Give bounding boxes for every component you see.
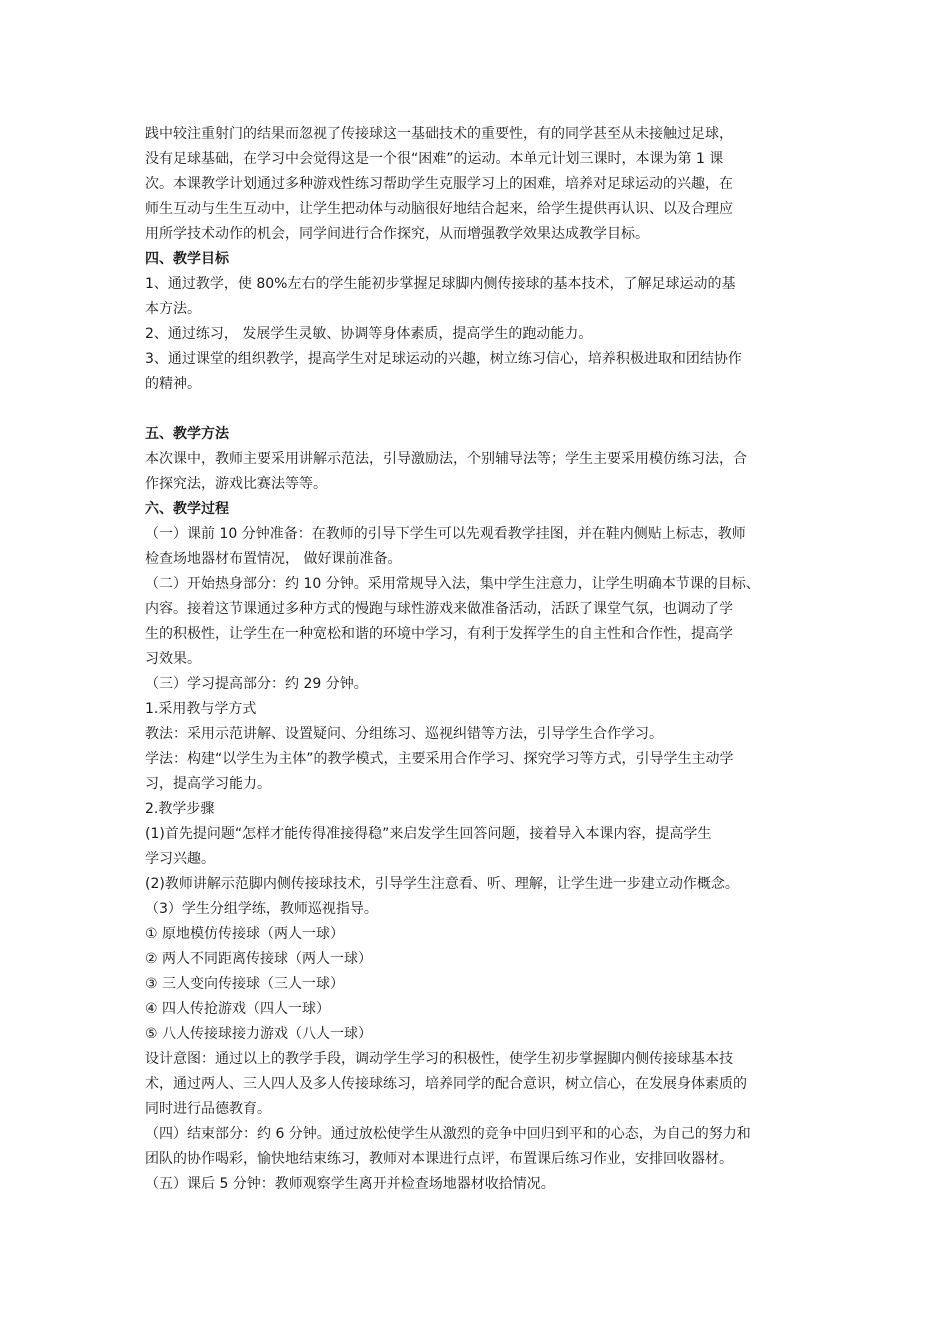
text-line: （二）开始热身部分：约 10 分钟。采用常规导入法，集中学生注意力，让学生明确本节课的目标、	[145, 576, 760, 592]
text-line: （3）学生分组学练，教师巡视指导。	[145, 901, 378, 917]
text-line: 1、通过教学，使 80%左右的学生能初步掌握足球脚内侧传接球的基本技术，了解足球运动的基	[145, 276, 736, 292]
text-line: 1.采用教与学方式	[145, 701, 257, 717]
text-line: 2.教学步骤	[145, 801, 215, 817]
text-line: (2)教师讲解示范脚内侧传接球技术，引导学生注意看、听、理解，让学生进一步建立动作概念。	[145, 876, 739, 892]
text-line: (1)首先提问题“怎样才能传得准接得稳”来启发学生回答问题，接着导入本课内容，提高学生	[145, 826, 712, 842]
text-line: （四）结束部分：约 6 分钟。通过放松使学生从激烈的竞争中回归到平和的心态，为自己的努力和	[145, 1126, 751, 1142]
section-heading: 五、教学方法	[145, 426, 229, 442]
text-line: 本次课中，教师主要采用讲解示范法，引导激励法，个别辅导法等；学生主要采用模仿练习法，合	[145, 451, 747, 467]
text-line: 团队的协作喝彩，愉快地结束练习，教师对本课进行点评，布置课后练习作业，安排回收器材。	[145, 1151, 733, 1167]
text-line: 习，提高学习能力。	[145, 776, 271, 792]
text-line: 习效果。	[145, 651, 201, 667]
text-line: 检查场地器材布置情况， 做好课前准备。	[145, 551, 402, 567]
text-line: 教法：采用示范讲解、设置疑问、分组练习、巡视纠错等方法，引导学生合作学习。	[145, 726, 663, 742]
text-line: ⑤ 八人传接球接力游戏（八人一球）	[145, 1026, 373, 1042]
text-line: 本方法。	[145, 301, 201, 317]
blank-line	[145, 397, 812, 422]
text-line: ③ 三人变向传接球（三人一球）	[145, 976, 345, 992]
text-line: 生的积极性，让学生在一种宽松和谐的环境中学习，有利于发挥学生的自主性和合作性，提高学	[145, 626, 733, 642]
text-line: 没有足球基础，在学习中会觉得这是一个很“困难”的运动。本单元计划三课时，本课为第 1 课	[145, 151, 724, 167]
text-line: 作探究法，游戏比赛法等等。	[145, 476, 327, 492]
section-heading: 六、教学过程	[145, 501, 229, 517]
text-line: ④ 四人传抢游戏（四人一球）	[145, 1001, 331, 1017]
text-line: 设计意图：通过以上的教学手段，调动学生学习的积极性，使学生初步掌握脚内侧传接球基本技	[145, 1051, 733, 1067]
document-body	[145, 122, 812, 1197]
text-line: ② 两人不同距离传接球（两人一球）	[145, 951, 373, 967]
text-line: （三）学习提高部分：约 29 分钟。	[145, 676, 368, 692]
text-line: 次。本课教学计划通过多种游戏性练习帮助学生克服学习上的困难，培养对足球运动的兴趣，在	[145, 176, 733, 192]
text-line: 同时进行品德教育。	[145, 1101, 271, 1117]
section-heading: 四、教学目标	[145, 251, 229, 267]
text-line: （五）课后 5 分钟：教师观察学生离开并检查场地器材收拾情况。	[145, 1176, 555, 1192]
text-line: ① 原地模仿传接球（两人一球）	[145, 926, 345, 942]
text-line: 的精神。	[145, 376, 201, 392]
text-line: 践中较注重射门的结果而忽视了传接球这一基础技术的重要性，有的同学甚至从未接触过足球，	[145, 126, 733, 142]
text-line: 学法：构建“以学生为主体”的教学模式，主要采用合作学习、探究学习等方式，引导学生主动学	[145, 751, 734, 767]
text-line: 3、通过课堂的组织教学，提高学生对足球运动的兴趣，树立练习信心，培养积极进取和团结协作	[145, 351, 742, 367]
text-line: 用所学技术动作的机会，同学间进行合作探究，从而增强教学效果达成教学目标。	[145, 226, 649, 242]
text-line: 学习兴趣。	[145, 851, 215, 867]
text-line: 术，通过两人、三人四人及多人传接球练习，培养同学的配合意识，树立信心，在发展身体素质的	[145, 1076, 747, 1092]
text-line: 师生互动与生生互动中，让学生把动体与动脑很好地结合起来，给学生提供再认识、以及合理应	[145, 201, 733, 217]
text-line: 内容。接着这节课通过多种方式的慢跑与球性游戏来做准备活动，活跃了课堂气氛，也调动了学	[145, 601, 733, 617]
text-line: （一）课前 10 分钟准备：在教师的引导下学生可以先观看教学挂图，并在鞋内侧贴上标志，教师	[145, 526, 746, 542]
text-line: 2、通过练习， 发展学生灵敏、协调等身体素质，提高学生的跑动能力。	[145, 326, 593, 342]
